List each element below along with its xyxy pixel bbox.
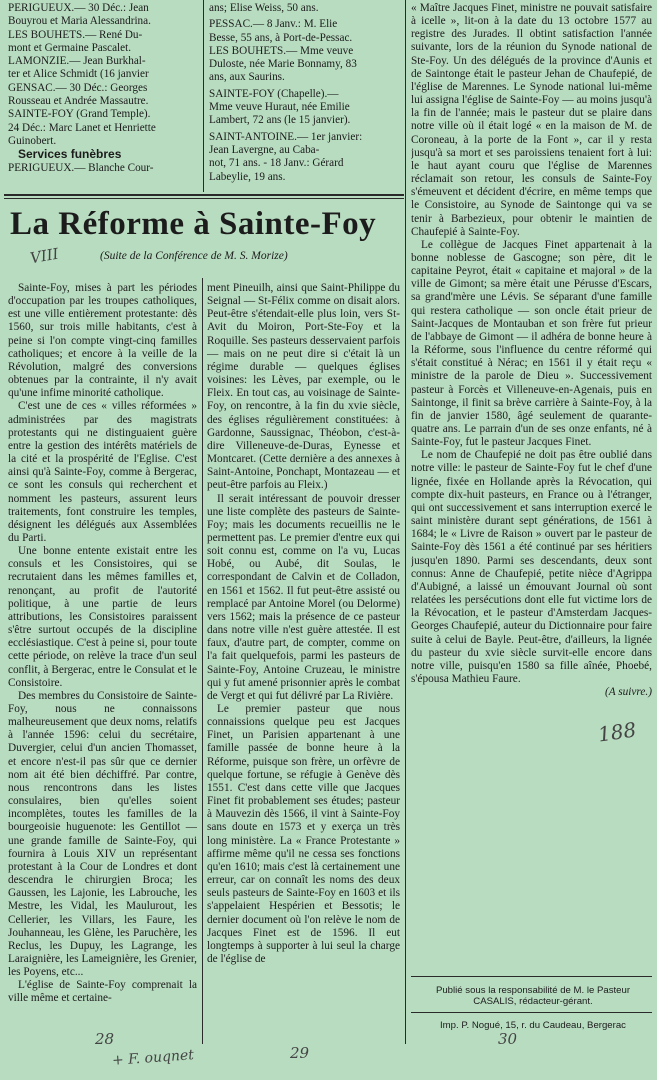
printer-note: Imp. P. Nogué, 15, r. du Caudeau, Bergerac <box>440 1020 626 1031</box>
obituary-line: ans; Elise Weiss, 50 ans. <box>209 2 319 14</box>
article-title: La Réforme à Sainte-Foy <box>10 206 377 242</box>
paragraph: Une bonne entente existait entre les consuls et les Consistoires, qui se recrutaient dans les mêmes familles et, renonçant, au profit de l'autorité politique, à une partie de leurs attributions, les Consistoires paraissent s'être surtout occupés de la discipline ecclésiastique. C'est à peine si, pour toute cette période, on relève la trace d'un seul conflit, à Bergerac, entre le Consulat et le Consistoire. <box>8 545 197 689</box>
handwritten-page-29: 29 <box>290 1044 310 1062</box>
obituary-line: mont et Germaine Pascalet. <box>8 41 132 54</box>
paragraph: « Maître Jacques Finet, ministre ne pouvait satisfaire à icelle », lit-on à la date du 13 octobre 1577 au registre des Jurades. Il obtint satisfaction l'année suivante, lors de la réunion du Synode national de Ste-Foy. Un des délégués de la province d'Aunis et de Saintonge était le pasteur Jehan de Chaufepié, de l'église de Marennes. Le Synode national lui-même lui assigna l'église de Sainte-Foy — au moins jusqu'à la fin de l'année; mais le pasteur dut se plaire dans notre ville où il était logé « en la maison de M. de Coroneau, à la porte de la Font », car il y resta jusqu'à sa mort et ses paroissiens tenaient fort à lui: le haut ayant couru que l'église de Marennes réclamait son retour, les consuls de Sainte-Foy s'émeuvent et décident d'écrire, en même temps que le Consistoire, au Synode de Saintonge qui va se tenir à Barbezieux, pour obtenir le maintien de Chaufepié à Sainte-Foy. <box>411 2 652 238</box>
paragraph: Le premier pasteur que nous connaissions quelque peu est Jacques Finet, un Parisien appartenant à une famille passée de bonne heure à la Réforme, puisque son frère, un orfèvre de quelque fortune, se réfugie à Genève dès 1551. C'est dans cette ville que Jacques Finet fit probablement ses études; pasteur à Mauvezin dès 1566, il vint à Sainte-Foy sans doute en 1573 et y exerça un très long ministère. La « France Protestante » affirme même qu'il ne cessa ses fonctions qu'en 1610; mais c'est là certainement une erreur, car on connaît les noms des deux seuls pasteurs de Sainte-Foy en 1603 et ils s'appelaient Hespérien et Bessotis; le dernier document où l'on relève le nom de Jacques Finet est de 1596. Il eut longtemps à supporter à lui seul la charge de l'église de <box>207 703 400 965</box>
footer-rule <box>411 1012 652 1013</box>
column-divider <box>203 0 204 192</box>
paragraph: L'église de Sainte-Foy comprenait la ville même et certaine- <box>8 979 197 1005</box>
paragraph: C'est une de ces « villes réformées » administrées par des magistrats protestants qui ne distinguaient guère entre la gestion des intérêts matériels de la cité et la prospérité de l'Eglise. C'est ainsi qu'à Sainte-Foy, comme à Bergerac, ce sont les consuls qui recherchent et nomment les pasteurs, assurent leurs traitements, font construire les temples, désignent les délégués aux Assemblées du Parti. <box>8 400 197 544</box>
article-subtitle: (Suite de la Conférence de M. S. Morize) <box>100 250 288 262</box>
obituary-line: PERIGUEUX.— 30 Déc.: Jean <box>8 2 149 14</box>
obituary-line: 24 Déc.: Marc Lanet et Henriette <box>8 121 156 134</box>
obituary-line: ter et Alice Schmidt (16 janvier <box>8 68 149 81</box>
article-col-2 <box>207 282 400 1044</box>
paragraph: Sainte-Foy, mises à part les périodes d'occupation par les troupes catholiques, est une ville entièrement protestante: dès 1560, sur trois mille habitants, c'est à peine si l'on compte vingt-cinq familles catholiques; et encore à la veille de la Révolution, malgré des conversions obtenues par la contrainte, il n'y avait qu'une infime minorité catholique. <box>8 282 197 400</box>
obituary-line: SAINTE-FOY (Chapelle).— <box>209 87 339 100</box>
obituary-line: GENSAC.— 30 Déc.: Georges <box>8 81 148 94</box>
obituary-line: PESSAC.— 8 Janv.: M. Elie <box>209 18 338 31</box>
obituary-line: not, 71 ans. - 18 Janv.: Gérard <box>209 157 344 170</box>
obituary-line: ans, aux Saurins. <box>209 71 285 84</box>
obituary-line: Jean Lavergne, au Caba- <box>209 143 320 156</box>
footer-rule <box>411 976 652 977</box>
obituary-line: Mme veuve Huraut, née Emilie <box>209 101 350 114</box>
paragraph: Le nom de Chaufepié ne doit pas être oublié dans notre ville: le pasteur de Sainte-Foy fut le chef d'une lignée, fixée en Hollande après la Révocation, qui compte dix-huit pasteurs, en France ou à l'étranger, qui ont successivement et sans interruption exercé le saint ministère durant sept générations, de 1561 à 1684; le « Livre de Raison » ouvert par le pasteur de Sainte-Foy dès 1561 a été continué par ses héritiers jusqu'en 1890. Parmi ses descendants, deux sont connus: Anne de Chaufepié, petite nièce d'Agrippa d'Aubigné, a laissé un émouvant Journal où sont relatées les persécutions dont elle fut victime lors de la Révocation, et le pasteur d'Amsterdam Jacques-Georges Chaufepié, auteur du Dictionnaire pour faire suite à celui de Bayle. Peut-être, d'ailleurs, la lignée du pasteur du xvie siècle survit-elle encore dans notre ville, puisqu'en 1580 sa fille aînée, Phoebé, s'épousa Mathieu Faure. <box>411 449 652 685</box>
obituary-line: Labeylie, 19 ans. <box>209 170 286 183</box>
paragraph: Des membres du Consistoire de Sainte-Foy, nous ne connaissons malheureusement que deux noms, relatifs à l'année 1596: celui du secrétaire, Duvergier, celui d'un ancien Thomasset, et encore n'est-il pas sûr que ce dernier nom ait été bien déchiffré. Par contre, nous rencontrons dans les listes consulaires, bien qu'elles soient incomplètes, toutes les familles de la bourgeoisie huguenote: les Gentillot — une grande famille de Sainte-Foy, qui fournira à Louis XIV un représentant protestant à la Cour de Londres et dont descendra le chirurgien Broca; les Gaussen, les Lajonie, les Labrouche, les Mestre, les Vidal, les Maulurout, les Cellerier, les Villars, les Faure, les Jouhanneau, les Glène, les Paruchère, les Reclus, les Dupuy, les Lagrange, les Laraignière, les Lameignière, les Grenier, les Poyens, etc... <box>8 689 197 979</box>
obituary-line: Rousseau et Andrée Massautre. <box>8 95 149 108</box>
obituary-line: SAINTE-FOY (Grand Temple). <box>8 108 151 121</box>
handwritten-page-28: 28 <box>95 1030 115 1048</box>
paragraph: Il serait intéressant de pouvoir dresser une liste complète des pasteurs de Sainte-Foy; mais les documents recueillis ne le permettent pas. Le premier d'entre eux qui soit connu est, comme on l'a vu, Lucas Hobé, ou Aubé, dit Soulas, le correspondant de Calvin et de Colladon, en 1561 et 1562. Il fut peut-être assisté ou remplacé par Antoine Morel (ou Delorme) vers 1562; mais la présence de ce pasteur dans notre ville n'est guère attestée. Il est faux, d'autre part, de compter, comme on l'a fait quelquefois, parmi les pasteurs de Sainte-Foy, Antoine Cruzeau, le ministre qui y fut amené prisonnier après le combat de Vergt et qui fut délivré par La Rivière. <box>207 492 400 702</box>
obituary-line: LES BOUHETS.— René Du- <box>8 28 143 41</box>
handwritten-viii: VIII <box>28 244 60 268</box>
obituary-line: LAMONZIE.— Jean Burkhal- <box>8 55 146 68</box>
obituary-line: LES BOUHETS.— Mme veuve <box>209 44 354 57</box>
column-divider <box>405 0 406 1044</box>
handwritten-signature: + F. ouqnet <box>111 1047 195 1069</box>
column-divider <box>202 278 203 1044</box>
article-col-3 <box>411 2 652 962</box>
handwritten-page-30: 30 <box>498 1030 518 1048</box>
section-rule <box>4 198 404 199</box>
services-heading: Services funèbres <box>18 148 122 162</box>
obituary-line: Duloste, née Marie Bonnamy, 83 <box>209 58 357 71</box>
to-be-continued: (A suivre.) <box>604 686 652 699</box>
obituary-line: Guinobert. <box>8 134 57 147</box>
obituary-line: SAINT-ANTOINE.— 1er janvier: <box>209 130 363 143</box>
obituaries-col-1 <box>8 2 197 175</box>
obituary-line: Besse, 55 ans, à Port-de-Pessac. <box>209 31 353 44</box>
article-col-1 <box>8 282 197 1044</box>
obituary-line: PERIGUEUX.— Blanche Cour- <box>8 161 154 174</box>
obituary-line: Bouyrou et Maria Alessandrina. <box>8 15 151 28</box>
responsibility-note: Publié sous la responsabilité de M. le Pasteur CASALIS, rédacteur-gérant. <box>435 985 631 1008</box>
paragraph: ment Pineuilh, ainsi que Saint-Philippe du Seignal — St-Félix comme on disait alors. Peut-être s'étendait-elle plus loin, vers St-Avit du Moiron, Port-Ste-Foy et la Roquille. Ses pasteurs desservaient parfois — mais on ne peut dire si c'était là un régime durable — quelques églises voisines: les Lèves, par exemple, ou le Fleix. En tout cas, au voisinage de Sainte-Foy, on rencontre, à la fin du xvie siècle, des églises régulièrement constituées: à Gardonne, Saussignac, Théobon, c'est-à-dire Villeneuve-de-Duras, Eynesse et Montcaret. (Cette dernière a des annexes à Saint-Antoine, Ponchapt, Montazeau — et peut-être parfois au Fleix.) <box>207 282 400 492</box>
obituary-line: Lambert, 72 ans (le 15 janvier). <box>209 114 351 127</box>
handwritten-year: 188 <box>596 717 638 747</box>
section-rule <box>4 194 404 196</box>
obituaries-col-2 <box>209 2 401 184</box>
paragraph: Le collègue de Jacques Finet appartenait à la bonne noblesse de Gascogne; son père, dit le capitaine Peyrot, était « capitaine et majoral » de la ville de Gimont; sa mère était une Pérusse d'Escars, sa grand'mère une Lévis. Se séparant d'une famille qui restera catholique — son oncle était prieur de Saint-Jacques de Montauban et son frère fut prieur de l'abbaye de Gimont — il adhéra de bonne heure à la Réforme, sous l'influence du centre réformé qui s'était constitué à Nérac; en 1561 il y était reçu « ministre de la parole de Dieu ». Successivement pasteur à Forcès et Villeneuve-en-Agenais, puis en Saintonge, il finit sa brève carrière à Sainte-Foy, à la fin de janvier 1580, âgé seulement de quarante-quatre ans. Le parrain d'un de ses onze enfants, né à Sainte-Foy, fut le pasteur Jacques Finet. <box>411 238 652 449</box>
